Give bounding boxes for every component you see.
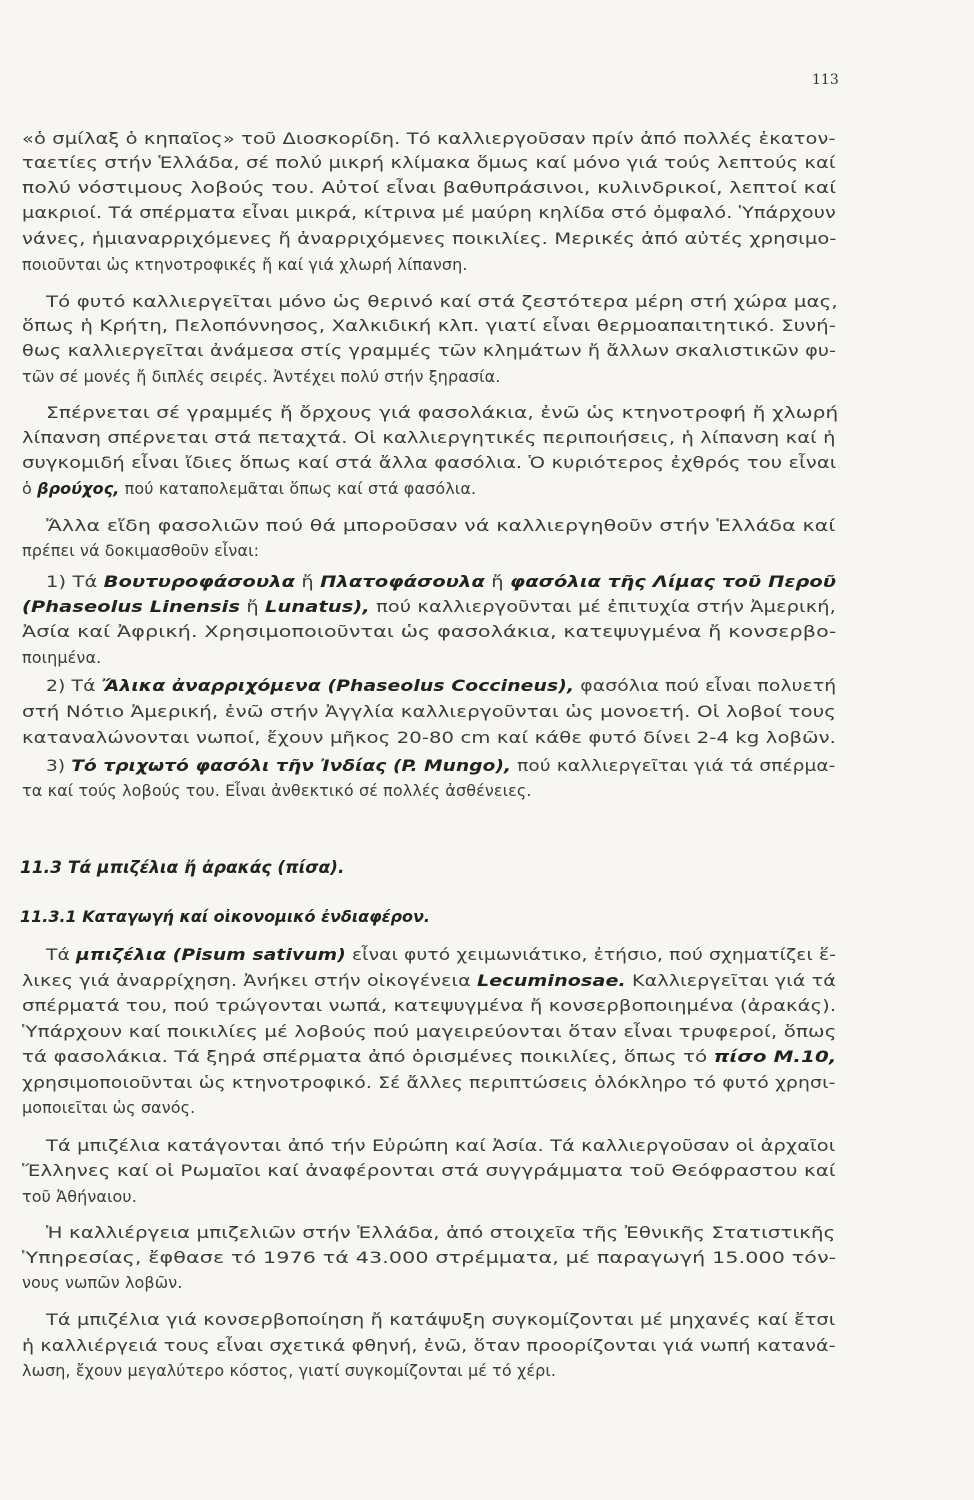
text-line [22,995,836,1017]
text-line [22,1046,837,1068]
subsection-heading: 11.3.1 Καταγωγή καί οἰκονομικό ἐνδιαφέρον. [20,907,430,926]
text-line [46,1135,835,1157]
emphasis-term: βρούχος, [37,479,120,498]
text-run: Σπέρνεται σέ γραμμές ἤ ὄρχους γιά φασολάκια, ἐνῶ ὡς κτηνοτροφή ἤ χλωρή [46,403,839,422]
emphasis-term: Πλατοφάσουλα [320,572,485,591]
text-run: ὅπως ἡ Κρήτη, Πελοπόννησος, Χαλκιδική κλπ. γιατί εἶναι θερμοαπαιτητικό. Συνή- [22,316,836,335]
text-line [46,291,838,313]
text-run: ἤ [295,572,321,591]
text-line [22,596,836,618]
text-line [22,254,468,276]
text-line [22,1186,137,1208]
text-run: 2) Τά [46,676,102,695]
text-run: μοποιεῖται ὡς σανός. [22,1098,196,1117]
text-run: τά φασολάκια. Τά ξηρά σπέρματα ἀπό ὁρισμένες ποικιλίες, ὅπως τό [22,1047,714,1066]
text-run: λίπανση σπέρνεται στά πεταχτά. Οἱ καλλιεργητικές περιποιήσεις, ἡ λίπανση καί ἡ [22,428,836,447]
text-run: Ἡ καλλιέργεια μπιζελιῶν στήν Ἑλλάδα, ἀπό στοιχεῖα τῆς Ἐθνικῆς Στατιστικῆς [46,1223,836,1242]
text-line [22,177,836,199]
text-run: συγκομιδή εἶναι ἴδιες ὅπως καί στά ἄλλα φασόλια. Ὁ κυριότερος ἐχθρός του εἶναι [22,453,837,472]
text-line [22,1021,837,1043]
page-number: 113 [812,72,839,88]
text-line [46,402,838,424]
text-run: πρέπει νά δοκιμασθοῦν εἶναι: [22,541,260,560]
text-line [22,701,836,723]
text-line [46,944,836,966]
text-run: Ἀσία καί Ἀφρική. Χρησιμοποιοῦνται ὡς φασολάκια, κατεψυγμένα ἤ κονσερβο- [22,622,837,641]
text-line [46,515,835,537]
text-line [22,621,836,643]
text-run: σπέρματά του, πού τρώγονται νωπά, κατεψυγμένα ἤ κονσερβοποιημένα (ἀρακάς). [22,996,837,1015]
text-run: Τά μπιζέλια γιά κονσερβοποίηση ἤ κατάψυξη συγκομίζονται μέ μηχανές καί ἔτσι [46,1310,836,1329]
text-run: πού καλλιεργεῖται γιά τά σπέρμα- [511,756,836,775]
text-run: ἡ καλλιέργειά τους εἶναι σχετικά φθηνή, ἐνῶ, ὅταν προορίζονται γιά νωπή κατανά- [22,1336,836,1355]
text-run: λωση, ἔχουν μεγαλύτερο κόστος, γιατί συγκομίζονται μέ τό χέρι. [22,1361,557,1380]
text-run: Ὑπηρεσίας, ἔφθασε τό 1976 τά 43.000 στρέμματα, μέ παραγωγή 15.000 τόν- [22,1248,837,1267]
text-line [46,675,836,697]
text-line [22,366,500,388]
text-run: 3) [46,756,72,775]
text-run: τοῦ Ἀθήναιου. [22,1187,137,1206]
emphasis-term: (Phaseolus Linensis [22,597,241,616]
emphasis-term: Βουτυροφάσουλα [103,572,296,591]
text-line [22,1097,195,1119]
text-line [22,1360,556,1382]
section-heading: 11.3 Τά μπιζέλια ἤ ἀρακάς (πίσα). [20,858,345,878]
text-run: Καλλιεργεῖται γιά τά [625,971,836,990]
text-line [22,780,532,802]
text-line [22,478,476,500]
text-line [22,970,836,992]
text-run: στή Νότιο Ἀμερική, ἐνῶ στήν Ἀγγλία καλλιεργοῦνται ὡς μονοετή. Οἱ λοβοί τους [22,702,837,721]
text-run: τα καί τούς λοβούς του. Εἶναι ἀνθεκτικό σέ πολλές ἀσθένειες. [22,781,532,800]
text-run: ἤ [484,572,510,591]
text-line [22,1247,836,1269]
text-run: ποιοῦνται ὡς κτηνοτροφικές ἤ καί γιά χλωρή λίπανση. [22,255,468,274]
emphasis-term: Lecuminosae. [476,971,626,990]
text-run: Ἄλλα εἴδη φασολιῶν πού θά μποροῦσαν νά καλλιεργηθοῦν στήν Ἑλλάδα καί [46,516,836,535]
emphasis-term: πίσο Μ.10, [713,1047,837,1066]
text-line [22,340,836,362]
text-run: Τά [46,945,77,964]
text-line [22,647,101,669]
text-line [22,1335,836,1357]
text-run: ὁ [22,479,38,498]
text-line [46,755,835,777]
text-run: Ὑπάρχουν καί ποικιλίες μέ λοβούς πού μαγειρεύονται ὅταν εἶναι τρυφεροί, ὅπως [22,1022,837,1041]
text-line [46,1222,835,1244]
text-run: τῶν σέ μονές ἤ διπλές σειρές. Ἀντέχει πολύ στήν ξηρασία. [22,367,501,386]
text-line [22,228,837,250]
text-line [22,1272,182,1294]
text-line [22,427,836,449]
text-run: ἤ [240,597,266,616]
text-run: «ὁ σμίλαξ ὁ κηπαῖος» τοῦ Διοσκορίδη. Τό καλλιεργοῦσαν πρίν ἀπό πολλές ἑκατον- [22,129,836,148]
text-run: νάνες, ἡμιαναρριχόμενες ἤ ἀναρριχόμενες ποικιλίες. Μερικές ἀπό αὐτές χρησιμο- [22,229,837,248]
text-run: 1) Τά [46,572,104,591]
text-run: θως καλλιεργεῖται ἀνάμεσα στίς γραμμές τῶν κλημάτων ἤ ἄλλων σκαλιστικῶν φυ- [22,341,837,360]
text-line [22,315,836,337]
text-run: Τό φυτό καλλιεργεῖται μόνο ὡς θερινό καί στά ζεστότερα μέρη στή χώρα μας, [46,292,838,311]
text-run: πού καταπολεμᾶται ὅπως καί στά φασόλια. [119,479,477,498]
text-run: εἶναι φυτό χειμωνιάτικο, ἐτήσιο, πού σχηματίζει ἕ- [345,945,837,964]
text-line [22,152,836,174]
text-line [22,1160,836,1182]
text-run: πολύ νόστιμους λοβούς του. Αὐτοί εἶναι βαθυπράσινοι, κυλινδρικοί, λεπτοί καί [22,178,837,197]
emphasis-term: Τό τριχωτό φασόλι τῆν Ἰνδίας (P. Mungo), [71,756,512,775]
text-run: χρησιμοποιοῦνται ὡς κτηνοτροφικό. Σέ ἄλλες περιπτώσεις ὁλόκληρο τό φυτό χρησι- [22,1073,836,1092]
text-run: ταετίες στήν Ἑλλάδα, σέ πολύ μικρή κλίμακα ὅμως καί μόνο γιά τούς λεπτούς καί [22,153,836,172]
emphasis-term: Ἄλικα ἀναρριχόμενα (Phaseolus Coccineus), [101,676,575,695]
text-run: νους νωπῶν λοβῶν. [22,1273,183,1292]
text-line [46,571,836,593]
text-line [22,452,837,474]
text-run: λικες γιά ἀναρρίχηση. Ἀνήκει στήν οἰκογένεια [22,971,477,990]
text-line [22,128,836,150]
text-run: καταναλώνονται νωποί, ἔχουν μῆκος 20-80 cm καί κάθε φυτό δίνει 2-4 kg λοβῶν. [22,728,837,747]
text-run: πού καλλιεργοῦνται μέ ἐπιτυχία στήν Ἀμερική, [369,597,836,616]
text-line [22,202,836,224]
text-run: φασόλια πού εἶναι πολυετή [574,676,837,695]
text-line [22,1072,836,1094]
text-line [22,540,259,562]
text-run: ποιημένα. [22,648,102,667]
emphasis-term: φασόλια τῆς Λίμας τοῦ Περοῦ [509,572,837,591]
text-line [22,727,836,749]
text-line [46,1309,835,1331]
text-run: Τά μπιζέλια κατάγονται ἀπό τήν Εὐρώπη καί Ἀσία. Τά καλλιεργοῦσαν οἱ ἀρχαῖοι [46,1136,836,1155]
text-run: μακριοί. Τά σπέρματα εἶναι μικρά, κίτρινα μέ μαύρη κηλίδα στό ὀμφαλό. Ὑπάρχουν [22,203,836,222]
text-run: Ἕλληνες καί οἱ Ρωμαῖοι καί ἀναφέρονται στά συγγράμματα τοῦ Θεόφραστου καί [22,1161,836,1180]
emphasis-term: Lunatus), [265,597,370,616]
emphasis-term: μπιζέλια (Pisum sativum) [76,945,346,964]
